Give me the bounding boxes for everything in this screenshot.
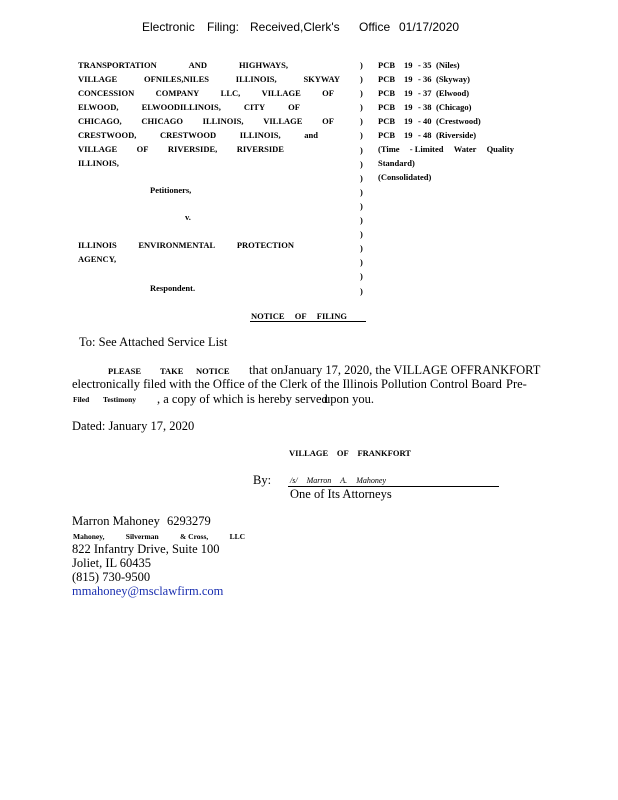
caption-line-2: VILLAGE OFNILES,NILES ILLINOIS, SKYWAY — [78, 74, 340, 84]
attorney-city: Joliet, IL 60435 — [72, 556, 152, 570]
notice-title: NOTICE OF FILING — [251, 311, 347, 321]
attorney-email-link[interactable]: mmahoney@msclawfirm.com — [72, 584, 224, 598]
case-row: PCB 19 - 37 (Elwood) — [378, 88, 470, 98]
attorney-address: 822 Infantry Drive, Suite 100 — [72, 542, 220, 556]
respondent-line-1: ILLINOIS ENVIRONMENTAL PROTECTION — [78, 240, 294, 250]
case-row: PCB 19 - 35 (Niles) — [378, 60, 460, 70]
caption-line-7: VILLAGE OF RIVERSIDE, RIVERSIDE — [78, 144, 284, 154]
caption-line-4: ELWOOD, ELWOODILLINOIS, CITY OF — [78, 102, 300, 112]
pre-word: Pre- — [506, 377, 527, 391]
dated-line: Dated: January 17, 2020 — [72, 419, 195, 433]
case-caption — [78, 58, 368, 170]
notice-word: NOTICE — [196, 366, 230, 376]
electronic-signature: /s/ Marron A. Mahoney — [290, 476, 386, 485]
header-electronic: Electronic — [142, 20, 195, 34]
case-row: PCB 19 - 40 (Crestwood) — [378, 116, 481, 126]
caption-parentheses: ) ) ) ) ) ) ) ) ) ) ) ) ) ) ) ) ) — [360, 60, 363, 296]
case-row: PCB 19 - 36 (Skyway) — [378, 74, 471, 84]
attorney-name: Marron Mahoney — [72, 514, 160, 528]
notice-body-line-2: electronically filed with the Office of the Clerk of the Illinois Pollution Control Board — [72, 377, 502, 391]
testimony-word: Testimony — [103, 395, 137, 404]
notice-body-line-3: , a copy of which is hereby served — [157, 392, 328, 406]
case-row: PCB 19 - 38 (Chicago) — [378, 102, 472, 112]
header-date: 01/17/2020 — [399, 20, 460, 34]
versus-label: v. — [185, 212, 191, 222]
take-word: TAKE — [160, 366, 184, 376]
consolidated-line: (Consolidated) — [378, 172, 432, 182]
to-line: To: See Attached Service List — [79, 335, 228, 349]
attorney-firm: Mahoney, Silverman & Cross, LLC — [73, 532, 245, 541]
respondent-label: Respondent. — [150, 283, 196, 293]
attorney-bar-number: 6293279 — [167, 514, 211, 528]
caption-line-3: CONCESSION COMPANY LLC, VILLAGE OF — [78, 88, 334, 98]
header-filing: Filing: — [207, 20, 240, 34]
header-received: Received,Clerk's — [250, 20, 340, 34]
notice-body-line-1: that onJanuary 17, 2020, the VILLAGE OFFRANKFORT — [249, 363, 541, 377]
petitioners-label: Petitioners, — [150, 185, 192, 195]
case-numbers — [378, 58, 518, 184]
time-limited-line: (Time - Limited Water Quality — [378, 144, 514, 154]
respondent-line-2: AGENCY, — [78, 254, 117, 264]
please-word: PLEASE — [108, 366, 142, 376]
caption-line-6: CRESTWOOD, CRESTWOOD ILLINOIS, and — [78, 130, 318, 140]
upon-you: upon you. — [324, 392, 374, 406]
standard-line: Standard) — [378, 158, 415, 168]
signature-village: VILLAGE OF FRANKFORT — [289, 448, 411, 458]
caption-line-8: ILLINOIS, — [78, 158, 119, 168]
caption-line-5: CHICAGO, CHICAGO ILLINOIS, VILLAGE OF — [78, 116, 334, 126]
header-office: Office — [359, 20, 391, 34]
one-of-its-attorneys: One of Its Attorneys — [290, 487, 392, 501]
caption-line-1: TRANSPORTATION AND HIGHWAYS, — [78, 60, 288, 70]
attorney-phone: (815) 730-9500 — [72, 570, 151, 584]
by-label: By: — [253, 473, 272, 487]
notice-title-underline — [250, 321, 366, 322]
filed-word: Filed — [73, 395, 90, 404]
case-row: PCB 19 - 48 (Riverside) — [378, 130, 477, 140]
